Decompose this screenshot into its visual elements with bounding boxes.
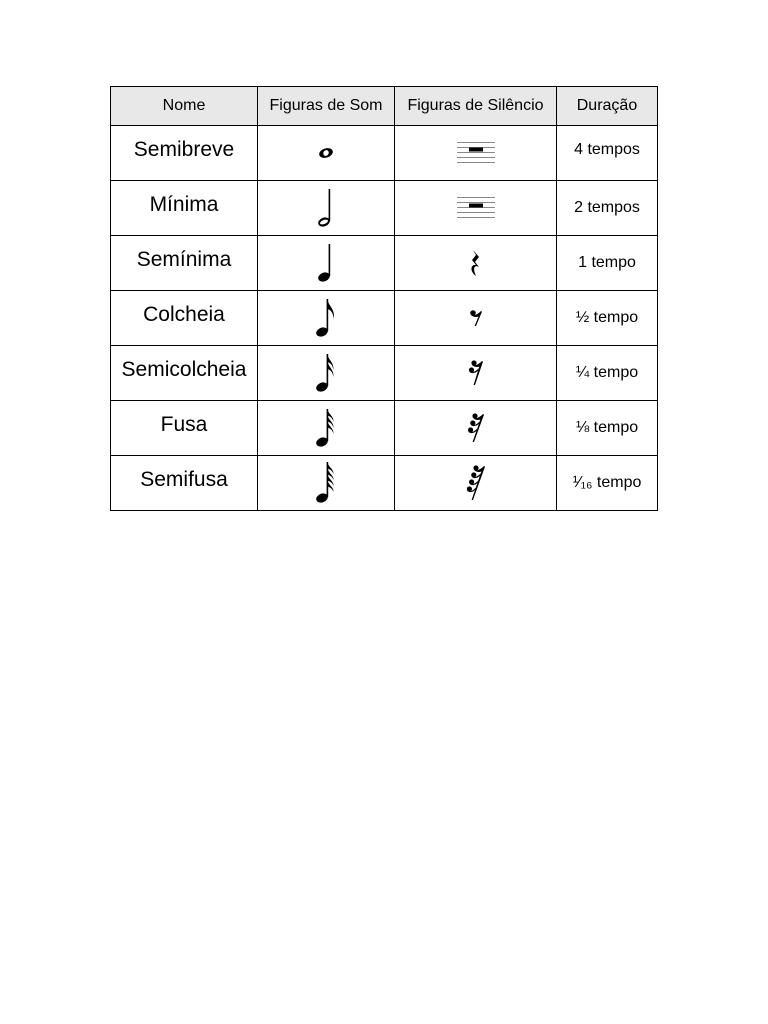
name-cell xyxy=(111,126,258,181)
sound-figure-cell xyxy=(258,126,395,181)
name-cell xyxy=(111,401,258,456)
duration-cell xyxy=(557,401,658,456)
rest-figure-cell xyxy=(395,126,557,181)
duration-fraction: ½ xyxy=(575,309,590,326)
note-name: Colcheia xyxy=(143,303,225,326)
rest-figure-cell xyxy=(395,346,557,401)
sound-figure-cell xyxy=(258,181,395,236)
rest-figure-cell xyxy=(395,456,557,511)
thirty-second-note-icon xyxy=(314,407,338,449)
duration-cell xyxy=(557,456,658,511)
half-note-icon xyxy=(316,187,336,229)
sound-figure-cell xyxy=(258,401,395,456)
duration-value: 2 tempos xyxy=(574,199,640,216)
rest-figure-cell xyxy=(395,181,557,236)
name-cell xyxy=(111,456,258,511)
sixteenth-note-icon xyxy=(314,352,338,394)
duration-fraction: ¼ xyxy=(575,364,590,381)
note-name: Mínima xyxy=(149,193,219,216)
header-figuras-de-silencio: Figuras de Silêncio xyxy=(395,87,557,126)
duration-value: 4 tempos xyxy=(574,141,640,158)
duration-unit: tempo xyxy=(596,474,642,491)
name-cell xyxy=(111,346,258,401)
duration-fraction: ⅛ xyxy=(575,419,590,436)
sound-figure-cell xyxy=(258,291,395,346)
duration-cell xyxy=(557,181,658,236)
table-row xyxy=(111,126,658,181)
whole-note-icon xyxy=(316,146,336,160)
note-name: Semicolcheia xyxy=(121,358,247,381)
quarter-rest-icon xyxy=(468,248,484,278)
duration-cell xyxy=(557,291,658,346)
duration-fraction: ¹⁄₁₆ xyxy=(572,474,593,491)
duration-unit: tempo xyxy=(593,309,639,326)
sixteenth-rest-icon xyxy=(467,359,485,387)
sixty-fourth-rest-icon xyxy=(465,464,487,502)
duration-value xyxy=(573,474,642,491)
note-name: Semínima xyxy=(136,248,232,271)
duration-value xyxy=(576,419,638,436)
name-cell xyxy=(111,236,258,291)
table-row xyxy=(111,236,658,291)
sound-figure-cell xyxy=(258,456,395,511)
table-row xyxy=(111,181,658,236)
duration-value: 1 tempo xyxy=(578,254,636,271)
duration-cell xyxy=(557,236,658,291)
duration-cell xyxy=(557,126,658,181)
table-row xyxy=(111,291,658,346)
note-name: Fusa xyxy=(160,413,208,436)
note-durations-table xyxy=(110,86,658,511)
thirty-second-rest-icon xyxy=(466,412,486,444)
name-cell xyxy=(111,181,258,236)
rest-figure-cell xyxy=(395,401,557,456)
duration-cell xyxy=(557,346,658,401)
sound-figure-cell xyxy=(258,346,395,401)
duration-unit: tempo xyxy=(593,419,639,436)
header-row xyxy=(111,87,658,126)
duration-unit: tempo xyxy=(593,364,639,381)
note-name: Semibreve xyxy=(133,138,235,161)
rest-figure-cell xyxy=(395,291,557,346)
sixty-fourth-note-icon xyxy=(314,461,338,505)
header-nome: Nome xyxy=(111,87,258,126)
whole-rest-icon xyxy=(455,140,497,166)
rest-figure-cell xyxy=(395,236,557,291)
table-row xyxy=(111,346,658,401)
duration-value xyxy=(576,309,638,326)
eighth-rest-icon xyxy=(468,308,484,328)
header-duracao: Duração xyxy=(557,87,658,126)
name-cell xyxy=(111,291,258,346)
table-row xyxy=(111,456,658,511)
half-rest-icon xyxy=(455,195,497,221)
sound-figure-cell xyxy=(258,236,395,291)
eighth-note-icon xyxy=(314,297,338,339)
table-row xyxy=(111,401,658,456)
duration-value xyxy=(576,364,638,381)
quarter-note-icon xyxy=(316,242,336,284)
header-figuras-de-som: Figuras de Som xyxy=(258,87,395,126)
note-name: Semifusa xyxy=(140,468,228,491)
